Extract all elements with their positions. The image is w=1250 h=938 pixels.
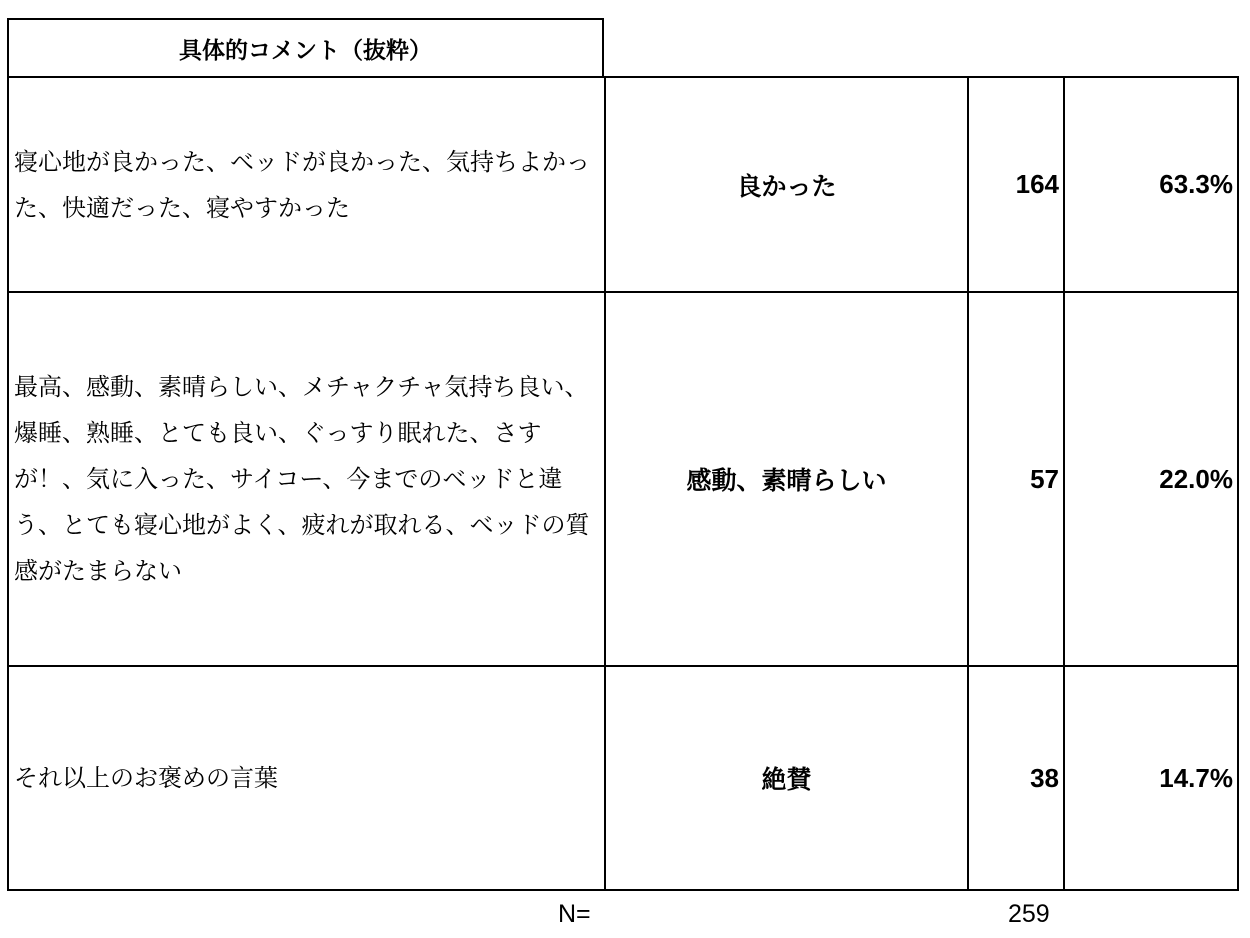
count-cell: 164 — [968, 77, 1064, 292]
survey-table — [7, 76, 1239, 891]
table-row — [8, 77, 1238, 292]
percent-cell: 63.3% — [1064, 77, 1238, 292]
table-row — [8, 292, 1238, 666]
category-cell: 感動、素晴らしい — [605, 292, 968, 666]
total-label: N= — [558, 900, 591, 928]
percent-cell: 14.7% — [1064, 666, 1238, 890]
total-value: 259 — [1008, 900, 1050, 928]
category-cell: 良かった — [605, 77, 968, 292]
count-cell: 38 — [968, 666, 1064, 890]
count-cell: 57 — [968, 292, 1064, 666]
category-cell: 絶賛 — [605, 666, 968, 890]
percent-cell: 22.0% — [1064, 292, 1238, 666]
table-header-comments: 具体的コメント（抜粋） — [7, 18, 604, 77]
table-row — [8, 666, 1238, 890]
comment-cell: 最高、感動、素晴らしい、メチャクチャ気持ち良い、爆睡、熟睡、とても良い、ぐっすり眠れた、さすが！、気に入った、サイコー、今までのベッドと違う、とても寝心地がよく、疲れが取れる、ベッドの質感がたまらない — [8, 292, 605, 666]
comment-cell: それ以上のお褒めの言葉 — [8, 666, 605, 890]
comment-cell: 寝心地が良かった、ベッドが良かった、気持ちよかった、快適だった、寝やすかった — [8, 77, 605, 292]
